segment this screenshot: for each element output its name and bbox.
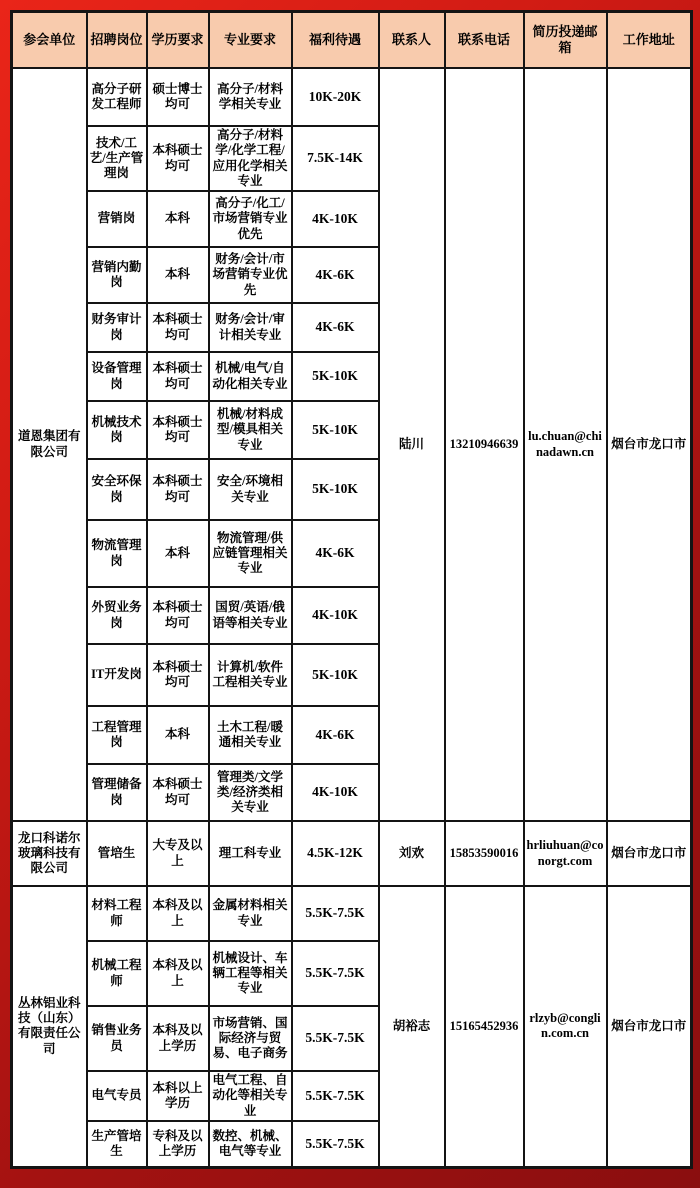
- work-address-cell: 烟台市龙口市: [607, 68, 692, 821]
- position-title-cell: 营销岗: [87, 191, 147, 247]
- position-title-cell: 财务审计岗: [87, 303, 147, 352]
- position-title-cell: 材料工程师: [87, 886, 147, 941]
- education-cell: 本科及以上学历: [147, 1006, 209, 1071]
- education-cell: 本科: [147, 706, 209, 764]
- major-cell: 管理类/文学类/经济类相关专业: [209, 764, 292, 821]
- salary-cell: 4K-6K: [292, 247, 379, 303]
- position-title-cell: 工程管理岗: [87, 706, 147, 764]
- education-cell: 本科硕士均可: [147, 401, 209, 459]
- contact-phone-cell: 15853590016: [445, 821, 524, 886]
- major-cell: 安全/环境相关专业: [209, 459, 292, 520]
- company-name-cell: 丛林铝业科技（山东）有限责任公司: [12, 886, 87, 1167]
- education-cell: 本科以上学历: [147, 1071, 209, 1121]
- salary-cell: 5K-10K: [292, 644, 379, 706]
- position-title-cell: IT开发岗: [87, 644, 147, 706]
- salary-cell: 5.5K-7.5K: [292, 941, 379, 1006]
- header-major: 专业要求: [209, 12, 292, 69]
- job-fair-table: [10, 10, 693, 1169]
- salary-cell: 5.5K-7.5K: [292, 1071, 379, 1121]
- salary-cell: 5K-10K: [292, 352, 379, 401]
- work-address-cell: 烟台市龙口市: [607, 821, 692, 886]
- major-cell: 机械/材料成型/模具相关专业: [209, 401, 292, 459]
- education-cell: 本科硕士均可: [147, 764, 209, 821]
- position-title-cell: 生产管培生: [87, 1121, 147, 1167]
- header-company: 参会单位: [12, 12, 87, 69]
- position-title-cell: 机械技术岗: [87, 401, 147, 459]
- major-cell: 理工科专业: [209, 821, 292, 886]
- major-cell: 数控、机械、电气等专业: [209, 1121, 292, 1167]
- education-cell: 本科硕士均可: [147, 644, 209, 706]
- header-salary: 福利待遇: [292, 12, 379, 69]
- salary-cell: 5.5K-7.5K: [292, 1006, 379, 1071]
- education-cell: 本科: [147, 520, 209, 587]
- major-cell: 国贸/英语/俄语等相关专业: [209, 587, 292, 644]
- header-address: 工作地址: [607, 12, 692, 69]
- major-cell: 财务/会计/市场营销专业优先: [209, 247, 292, 303]
- position-title-cell: 设备管理岗: [87, 352, 147, 401]
- salary-cell: 4.5K-12K: [292, 821, 379, 886]
- company-name-cell: 道恩集团有限公司: [12, 68, 87, 821]
- salary-cell: 4K-10K: [292, 587, 379, 644]
- education-cell: 本科硕士均可: [147, 352, 209, 401]
- education-cell: 本科: [147, 247, 209, 303]
- job-row: [12, 886, 692, 941]
- major-cell: 电气工程、自动化等相关专业: [209, 1071, 292, 1121]
- salary-cell: 7.5K-14K: [292, 126, 379, 191]
- education-cell: 本科硕士均可: [147, 126, 209, 191]
- major-cell: 机械设计、车辆工程等相关专业: [209, 941, 292, 1006]
- contact-email-cell: lu.chuan@chinadawn.cn: [524, 68, 607, 821]
- position-title-cell: 外贸业务岗: [87, 587, 147, 644]
- header-contact: 联系人: [379, 12, 445, 69]
- position-title-cell: 电气专员: [87, 1071, 147, 1121]
- education-cell: 本科及以上: [147, 886, 209, 941]
- salary-cell: 4K-6K: [292, 303, 379, 352]
- education-cell: 本科硕士均可: [147, 587, 209, 644]
- position-title-cell: 销售业务员: [87, 1006, 147, 1071]
- contact-phone-cell: 15165452936: [445, 886, 524, 1167]
- salary-cell: 4K-10K: [292, 191, 379, 247]
- education-cell: 本科: [147, 191, 209, 247]
- company-name-cell: 龙口科诺尔玻璃科技有限公司: [12, 821, 87, 886]
- job-row: [12, 68, 692, 126]
- major-cell: 高分子/材料学相关专业: [209, 68, 292, 126]
- header-phone: 联系电话: [445, 12, 524, 69]
- salary-cell: 5.5K-7.5K: [292, 1121, 379, 1167]
- work-address-cell: 烟台市龙口市: [607, 886, 692, 1167]
- contact-email-cell: rlzyb@conglin.com.cn: [524, 886, 607, 1167]
- salary-cell: 4K-6K: [292, 520, 379, 587]
- education-cell: 大专及以上: [147, 821, 209, 886]
- major-cell: 土木工程/暖通相关专业: [209, 706, 292, 764]
- contact-phone-cell: 13210946639: [445, 68, 524, 821]
- contact-name-cell: 陆川: [379, 68, 445, 821]
- major-cell: 市场营销、国际经济与贸易、电子商务: [209, 1006, 292, 1071]
- education-cell: 本科硕士均可: [147, 459, 209, 520]
- position-title-cell: 营销内勤岗: [87, 247, 147, 303]
- position-title-cell: 管培生: [87, 821, 147, 886]
- contact-name-cell: 胡裕志: [379, 886, 445, 1167]
- salary-cell: 10K-20K: [292, 68, 379, 126]
- education-cell: 本科硕士均可: [147, 303, 209, 352]
- header-email: 简历投递邮箱: [524, 12, 607, 69]
- salary-cell: 5K-10K: [292, 401, 379, 459]
- contact-email-cell: hrliuhuan@conorgt.com: [524, 821, 607, 886]
- job-row: [12, 821, 692, 886]
- major-cell: 高分子/化工/市场营销专业优先: [209, 191, 292, 247]
- position-title-cell: 物流管理岗: [87, 520, 147, 587]
- position-title-cell: 高分子研发工程师: [87, 68, 147, 126]
- header-education: 学历要求: [147, 12, 209, 69]
- position-title-cell: 安全环保岗: [87, 459, 147, 520]
- major-cell: 计算机/软件工程相关专业: [209, 644, 292, 706]
- contact-name-cell: 刘欢: [379, 821, 445, 886]
- major-cell: 高分子/材料学/化学工程/应用化学相关专业: [209, 126, 292, 191]
- position-title-cell: 机械工程师: [87, 941, 147, 1006]
- header-row: [12, 12, 692, 69]
- education-cell: 本科及以上: [147, 941, 209, 1006]
- position-title-cell: 技术/工艺/生产管理岗: [87, 126, 147, 191]
- job-fair-table-container: [10, 10, 690, 1169]
- major-cell: 机械/电气/自动化相关专业: [209, 352, 292, 401]
- salary-cell: 5K-10K: [292, 459, 379, 520]
- major-cell: 财务/会计/审计相关专业: [209, 303, 292, 352]
- major-cell: 金属材料相关专业: [209, 886, 292, 941]
- salary-cell: 5.5K-7.5K: [292, 886, 379, 941]
- education-cell: 专科及以上学历: [147, 1121, 209, 1167]
- salary-cell: 4K-6K: [292, 706, 379, 764]
- salary-cell: 4K-10K: [292, 764, 379, 821]
- education-cell: 硕士博士均可: [147, 68, 209, 126]
- major-cell: 物流管理/供应链管理相关专业: [209, 520, 292, 587]
- header-position: 招聘岗位: [87, 12, 147, 69]
- position-title-cell: 管理储备岗: [87, 764, 147, 821]
